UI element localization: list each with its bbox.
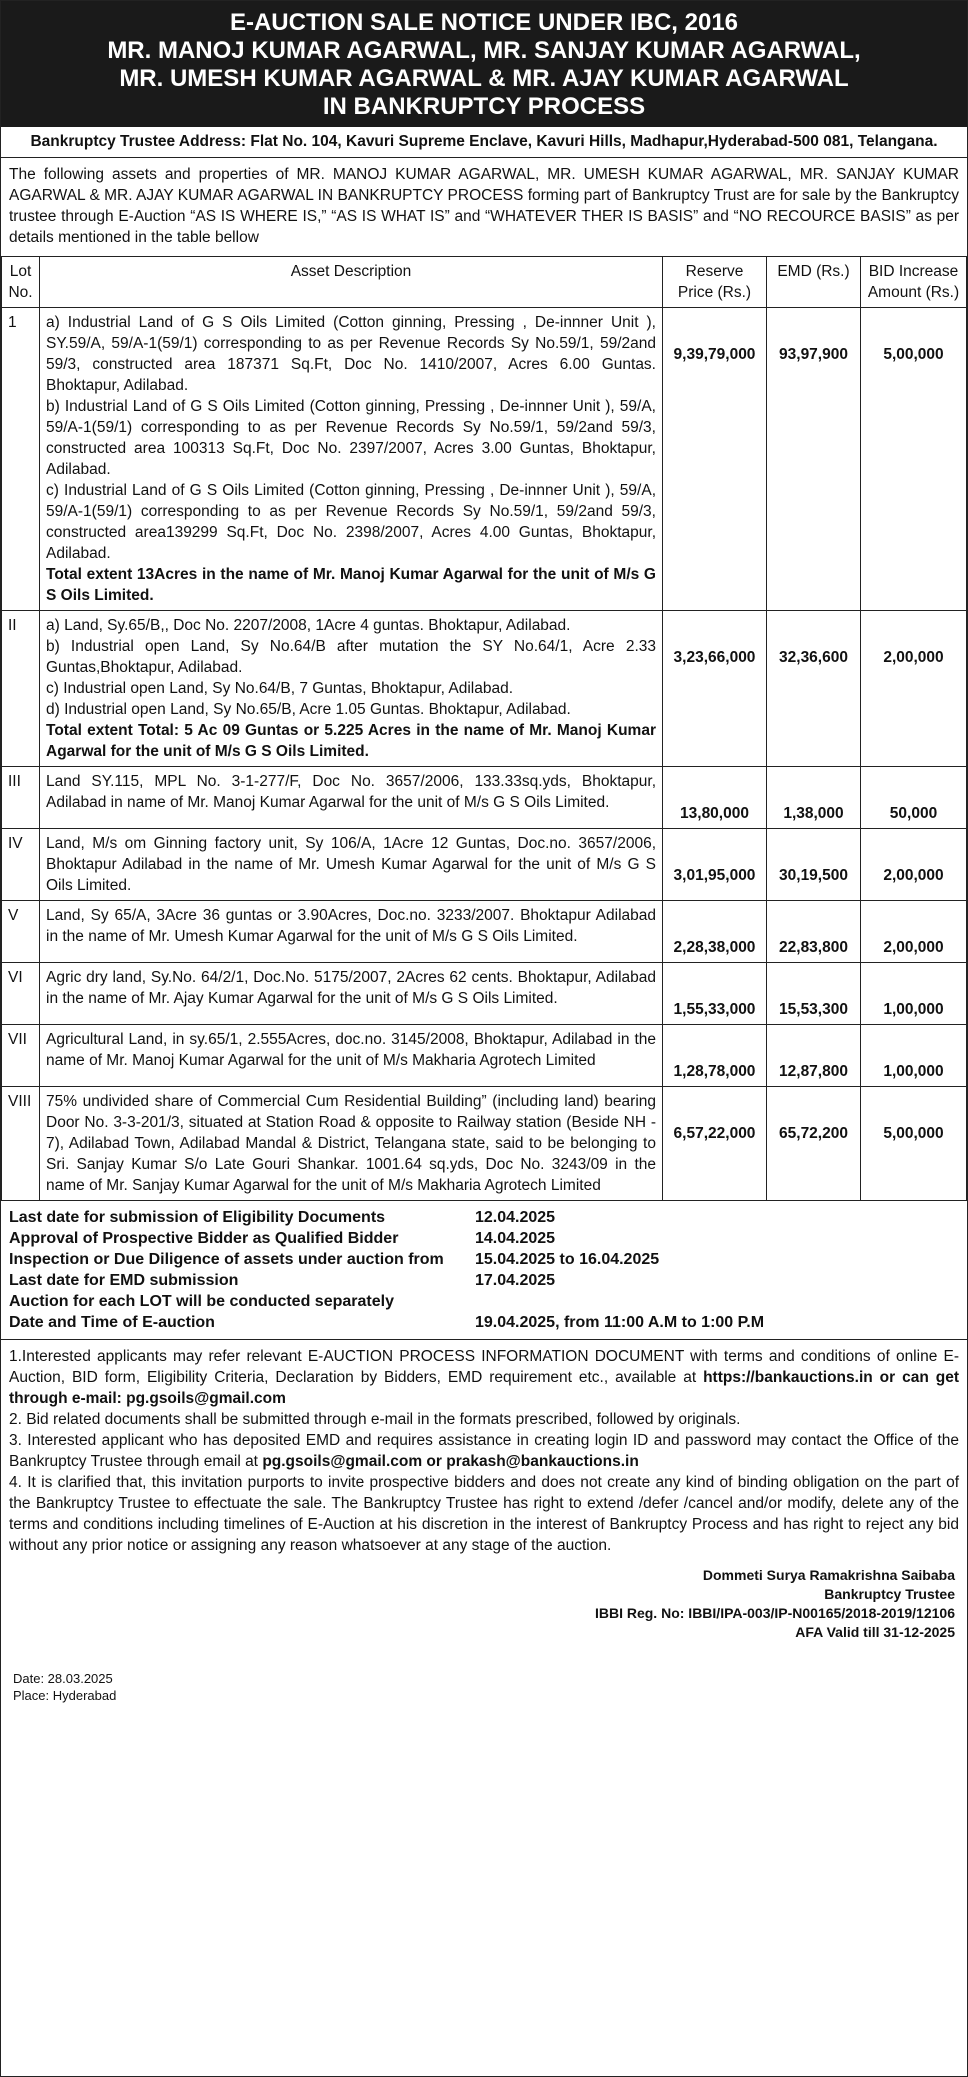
header-line-4: IN BANKRUPTCY PROCESS <box>322 93 646 120</box>
table-row <box>2 611 967 767</box>
bid-increase: 5,00,000 <box>861 308 967 611</box>
reserve-price: 1,55,33,000 <box>663 963 767 1025</box>
col-header-desc: Asset Description <box>40 257 663 308</box>
notice-place: Place: Hyderabad <box>13 1688 117 1703</box>
asset-part: c) Industrial open Land, Sy No.64/B, 7 Guntas, Bhoktapur, Adilabad. <box>46 680 514 697</box>
note-1-text: 1.Interested applicants may refer relevant E-AUCTION PROCESS INFORMATION DOCUMENT with terms and conditions of online E-Auction, BID form, Eligibility Criteria, Declaration by Bidders, EMD requirement etc., available at <box>9 1348 959 1386</box>
notice-header <box>1 1 967 127</box>
asset-description <box>40 767 663 829</box>
date-place <box>13 1670 116 1704</box>
schedule-row <box>9 1291 959 1312</box>
trustee-name: Dommeti Surya Ramakrishna Saibaba <box>702 1567 955 1583</box>
signature-block <box>595 1566 955 1642</box>
lot-number: III <box>2 767 40 829</box>
asset-part: b) Industrial open Land, Sy No.64/B after mutation the SY No.64/1, Acre 2.33 Guntas,Bhoktapur, Adilabad. <box>46 638 656 676</box>
asset-description <box>40 308 663 611</box>
schedule-row <box>9 1228 959 1249</box>
asset-description <box>40 1025 663 1087</box>
schedule-row <box>9 1270 959 1291</box>
asset-description <box>40 611 663 767</box>
asset-table-body <box>2 308 967 1201</box>
asset-description <box>40 963 663 1025</box>
header-line-3: MR. UMESH KUMAR AGARWAL & MR. AJAY KUMAR AGARWAL <box>119 65 849 92</box>
schedule-label: Approval of Prospective Bidder as Qualified Bidder <box>9 1230 399 1247</box>
asset-table-header <box>2 257 967 308</box>
note-3-emails[interactable]: pg.gsoils@gmail.com or prakash@bankauctions.in <box>262 1453 639 1470</box>
table-row <box>2 829 967 901</box>
bid-increase: 2,00,000 <box>861 611 967 767</box>
col-header-emd: EMD (Rs.) <box>767 257 861 308</box>
asset-part: Land SY.115, MPL No. 3-1-277/F, Doc No. 3657/2006, 133.33sq.yds, Bhoktapur, Adilabad in name of Mr. Manoj Kumar Agarwal for the unit of M/s G S Oils Limited. <box>46 773 656 811</box>
afa-valid: AFA Valid till 31-12-2025 <box>795 1624 955 1640</box>
lot-number: VII <box>2 1025 40 1087</box>
notes <box>1 1340 967 1562</box>
schedule-label: Auction for each LOT will be conducted separately <box>9 1293 394 1310</box>
lot-number: 1 <box>2 308 40 611</box>
emd-amount: 1,38,000 <box>767 767 861 829</box>
table-row <box>2 963 967 1025</box>
reserve-price: 13,80,000 <box>663 767 767 829</box>
trustee-address: Bankruptcy Trustee Address: Flat No. 104, Kavuri Supreme Enclave, Kavuri Hills, Madhapur,Hyderabad-500 081, Telangana. <box>1 127 967 158</box>
lot-number: VI <box>2 963 40 1025</box>
reserve-price: 1,28,78,000 <box>663 1025 767 1087</box>
table-row <box>2 308 967 611</box>
col-header-bid: BID Increase Amount (Rs.) <box>861 257 967 308</box>
schedule-label: Last date for submission of Eligibility Documents <box>9 1209 386 1226</box>
schedule-value: 19.04.2025, from 11:00 A.M to 1:00 P.M <box>475 1314 765 1331</box>
asset-total-extent: Total extent 13Acres in the name of Mr. Manoj Kumar Agarwal for the unit of M/s G S Oils Limited. <box>46 566 656 604</box>
note-3 <box>9 1430 959 1472</box>
asset-part: c) Industrial Land of G S Oils Limited (Cotton ginning, Pressing , De-innner Unit ), 59/A, 59/A-1(59/1) corresponding to as per Revenue Records Sy No.59/1, 59/2and 59/3, constructed area139299 Sq.Ft, Doc No. 2398/2007, Acres 4.00 Guntas, Bhoktapur, Adilabad. <box>46 482 656 562</box>
asset-description <box>40 901 663 963</box>
emd-amount: 93,97,900 <box>767 308 861 611</box>
bid-increase: 50,000 <box>861 767 967 829</box>
table-row <box>2 901 967 963</box>
schedule-label: Last date for EMD submission <box>9 1272 239 1289</box>
schedule-row <box>9 1249 959 1270</box>
note-3-text: 3. Interested applicant who has deposited EMD and requires assistance in creating login ID and password may contact the Office of the Bankruptcy Trustee through email at <box>9 1432 959 1470</box>
ibbi-reg: IBBI Reg. No: IBBI/IPA-003/IP-N00165/2018-2019/12106 <box>594 1605 955 1621</box>
bid-increase: 5,00,000 <box>861 1087 967 1201</box>
reserve-price: 3,23,66,000 <box>663 611 767 767</box>
schedule-value: 14.04.2025 <box>475 1230 556 1247</box>
emd-amount: 15,53,300 <box>767 963 861 1025</box>
schedule-label: Date and Time of E-auction <box>9 1314 215 1331</box>
intro-paragraph: The following assets and properties of MR. MANOJ KUMAR AGARWAL, MR. UMESH KUMAR AGARWAL, MR. SANJAY KUMAR AGARWAL & MR. AJAY KUMAR AGARWAL IN BANKRUPTCY PROCESS forming part of Bankruptcy Trust are for sale by the Bankruptcy trustee through E-Auction “AS IS WHERE IS,” “AS IS WHAT IS” and “WHATEVER THER IS BASIS” and “NO RECOURCE BASIS” as per details mentioned in the table bellow <box>9 166 959 246</box>
table-row <box>2 1087 967 1201</box>
col-header-reserve: Reserve Price (Rs.) <box>663 257 767 308</box>
emd-amount: 12,87,800 <box>767 1025 861 1087</box>
bid-increase: 2,00,000 <box>861 901 967 963</box>
note-4: 4. It is clarified that, this invitation purports to invite prospective bidders and does not create any kind of binding obligation on the part of the Bankruptcy Trustee to effectuate the sale. The Bankruptcy Trustee has right to extend /defer /cancel and/or modify, delete any of the terms and conditions including timelines of E-Auction at his discretion in the interest of Bankruptcy Process and has right to reject any bid without any prior notice or assigning any reason whatsoever at any stage of the auction. <box>9 1474 959 1554</box>
lot-number: IV <box>2 829 40 901</box>
emd-amount: 32,36,600 <box>767 611 861 767</box>
notice-date: Date: 28.03.2025 <box>13 1671 113 1686</box>
lot-number: II <box>2 611 40 767</box>
bid-increase: 2,00,000 <box>861 829 967 901</box>
asset-total-extent: Total extent Total: 5 Ac 09 Guntas or 5.225 Acres in the name of Mr. Manoj Kumar Agarwal for the unit of M/s G S Oils Limited. <box>46 722 656 760</box>
table-row <box>2 767 967 829</box>
asset-description <box>40 829 663 901</box>
note-1 <box>9 1346 959 1409</box>
reserve-price: 2,28,38,000 <box>663 901 767 963</box>
asset-part: a) Land, Sy.65/B,, Doc No. 2207/2008, 1Acre 4 guntas. Bhoktapur, Adilabad. <box>46 617 571 634</box>
col-header-lot: Lot No. <box>2 257 40 308</box>
note-1-contact[interactable]: https://bankauctions.in or can get through e-mail: pg.gsoils@gmail.com <box>9 1369 959 1407</box>
lot-number: VIII <box>2 1087 40 1201</box>
emd-amount: 30,19,500 <box>767 829 861 901</box>
schedule-row <box>9 1312 959 1333</box>
bid-increase: 1,00,000 <box>861 1025 967 1087</box>
notice-footer <box>1 1562 967 1712</box>
table-row <box>2 1025 967 1087</box>
schedule-label: Inspection or Due Diligence of assets under auction from <box>9 1251 444 1268</box>
asset-part: Agricultural Land, in sy.65/1, 2.555Acres, doc.no. 3145/2008, Bhoktapur, Adilabad in the name of Mr. Manoj Kumar Agarwal for the unit of M/s Makharia Agrotech Limited <box>46 1031 656 1069</box>
reserve-price: 9,39,79,000 <box>663 308 767 611</box>
asset-part: Agric dry land, Sy.No. 64/2/1, Doc.No. 5175/2007, 2Acres 62 cents. Bhoktapur, Adilabad in the name of Mr. Ajay Kumar Agarwal for the unit of M/s G S Oils Limited. <box>46 969 656 1007</box>
asset-description <box>40 1087 663 1201</box>
header-line-1: E-AUCTION SALE NOTICE UNDER IBC, 2016 <box>229 9 739 36</box>
lot-number: V <box>2 901 40 963</box>
bid-increase: 1,00,000 <box>861 963 967 1025</box>
asset-part: b) Industrial Land of G S Oils Limited (Cotton ginning, Pressing , De-innner Unit ), 59/A, 59/A-1(59/1) corresponding to as per Revenue Records Sy No.59/1, 59/2and 59/3, constructed area 100313 Sq.Ft, Doc No. 2397/2007, Acres 3.00 Guntas, Bhoktapur, Adilabad. <box>46 398 656 478</box>
schedule-value: 12.04.2025 <box>475 1209 556 1226</box>
asset-part: a) Industrial Land of G S Oils Limited (Cotton ginning, Pressing , De-innner Unit ), SY.59/A, 59/A-1(59/1) corresponding to as per Revenue Records Sy No.59/1, 59/2and 59/3, constructed area 187371 Sq.Ft, Doc No. 1410/2007, Acres 6.00 Guntas. Bhoktapur, Adilabad. <box>46 314 656 394</box>
emd-amount: 22,83,800 <box>767 901 861 963</box>
schedule-row <box>9 1207 959 1228</box>
note-2: 2. Bid related documents shall be submitted through e-mail in the formats prescribed, followed by originals. <box>9 1411 741 1428</box>
schedule-value: 15.04.2025 to 16.04.2025 <box>475 1251 660 1268</box>
reserve-price: 6,57,22,000 <box>663 1087 767 1201</box>
asset-table <box>1 256 967 1201</box>
asset-part: Land, M/s om Ginning factory unit, Sy 106/A, 1Acre 12 Guntas, Doc.no. 3657/2006, Bhoktapur Adilabad in the name of Mr. Umesh Kumar Agarwal for the unit of M/s G S Oils Limited. <box>46 835 656 894</box>
emd-amount: 65,72,200 <box>767 1087 861 1201</box>
asset-part: Land, Sy 65/A, 3Acre 36 guntas or 3.90Acres, Doc.no. 3233/2007. Bhoktapur Adilabad in the name of Mr. Umesh Kumar Agarwal for the unit of M/s G S Oils Limited. <box>46 907 656 945</box>
schedule-value: 17.04.2025 <box>475 1272 556 1289</box>
reserve-price: 3,01,95,000 <box>663 829 767 901</box>
auction-schedule <box>1 1201 967 1340</box>
asset-part: 75% undivided share of Commercial Cum Residential Building” (including land) bearing Door No. 3-3-201/3, situated at Station Road & opposite to Railway station (Beside NH - 7), Adilabad Town, Adilabad Mandal & District, Telangana state, said to be belonging to Sri. Sanjay Kumar S/o Late Gouri Shankar. 1001.64 sq.yds, Doc No. 3243/09 in the name of Mr. Sanjay Kumar Agarwal for the unit of M/s Makharia Agrotech Limited <box>46 1093 656 1194</box>
header-line-2: MR. MANOJ KUMAR AGARWAL, MR. SANJAY KUMAR AGARWAL, <box>107 37 861 64</box>
asset-part: d) Industrial open Land, Sy No.65/B, Acre 1.05 Guntas. Bhoktapur, Adilabad. <box>46 701 571 718</box>
trustee-title: Bankruptcy Trustee <box>824 1586 955 1602</box>
